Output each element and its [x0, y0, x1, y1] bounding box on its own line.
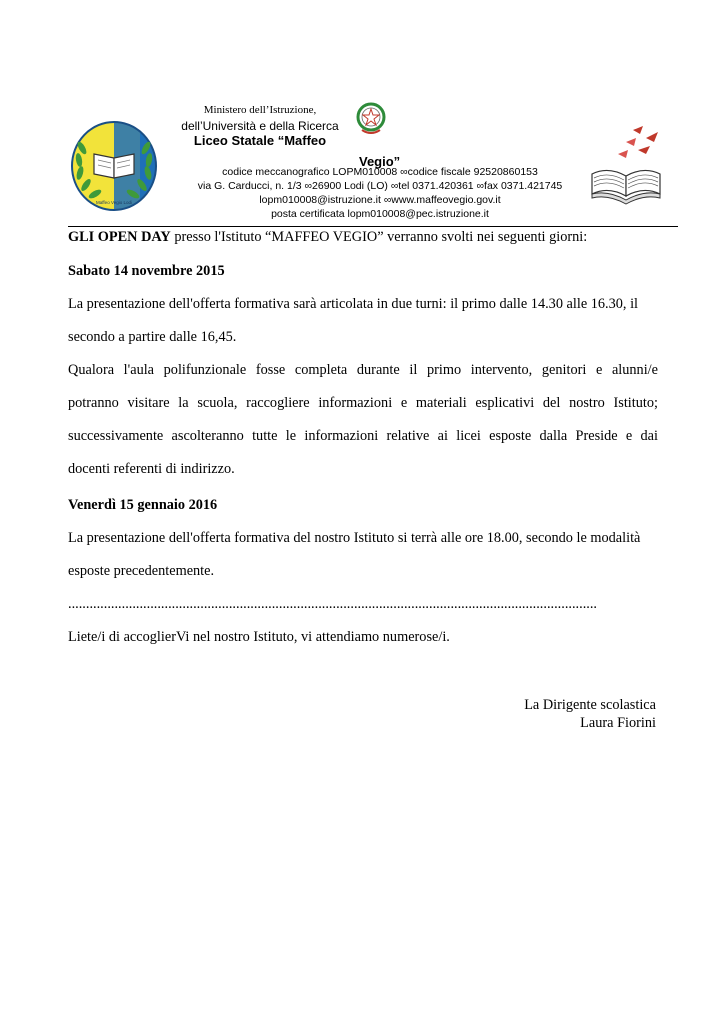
school-name-line-1: Liceo Statale “Maffeo: [193, 133, 327, 148]
contact-line-pec: posta certificata lopm010008@pec.istruzione.it: [271, 208, 489, 220]
book-illustration: [588, 124, 668, 206]
p2-line-3: successivamente ascolteranno tutte le informazioni relative ai licei esposte dalla Preside e dai: [68, 428, 658, 444]
date-heading-1: [68, 263, 658, 280]
intro-text: presso l'Istituto “MAFFEO VEGIO” verranno svolti nei seguenti giorni:: [170, 229, 588, 245]
contact-line-email-web: lopm010008@istruzione.it ∞www.maffeovegio.gov.it: [259, 194, 501, 206]
contact-line-address: via G. Carducci, n. 1/3 ∞26900 Lodi (LO) ∞tel 0371.420361 ∞fax 0371.421745: [197, 180, 563, 192]
p1-line-1: La presentazione dell'offerta formativa sarà articolata in due turni: il primo dalle 14.30 alle 16.30, il: [68, 296, 639, 312]
p3-line-1: La presentazione dell'offerta formativa del nostro Istituto si terrà alle ore 18.00, secondo le modalità: [68, 530, 641, 546]
p2-line-4: docenti referenti di indirizzo.: [68, 461, 235, 477]
intro-line: [68, 229, 658, 246]
p2-line-1: Qualora l'aula polifunzionale fosse completa durante il primo intervento, genitori e alunni/e: [68, 362, 658, 378]
dotted-separator: ....................................................................................................................................................: [68, 596, 597, 612]
p3-line-2: esposte precedentemente.: [68, 563, 215, 579]
ministry-line-2: dell’Università e della Ricerca: [181, 119, 339, 133]
book-birds-icon: [588, 124, 668, 206]
logo-motto: Maffeo Vegio Lodi: [96, 200, 132, 205]
signature-name: Laura Fiorini: [580, 715, 656, 731]
date-heading-2: [68, 497, 658, 514]
school-name-line-2: Vegio”: [359, 154, 401, 169]
ministry-line-1: Ministero dell’Istruzione,: [203, 104, 317, 116]
intro-bold: GLI OPEN DAY: [68, 229, 171, 245]
p2-line-2: potranno visitare la scuola, raccogliere informazioni e materiali esplicativi del nostro Istituto;: [68, 395, 658, 411]
p1-line-2: secondo a partire dalle 16,45.: [68, 329, 237, 345]
contact-line-codes: codice meccanografico LOPM010008 ∞codice fiscale 92520860153: [222, 166, 538, 178]
date-2: Venerdì 15 gennaio 2016: [68, 497, 218, 513]
header-divider: [68, 226, 678, 227]
signature-role: La Dirigente scolastica: [524, 697, 656, 713]
closing-line: Liete/i di accoglierVi nel nostro Istituto, vi attendiamo numerose/i.: [68, 629, 450, 645]
date-1: Sabato 14 novembre 2015: [68, 263, 225, 279]
